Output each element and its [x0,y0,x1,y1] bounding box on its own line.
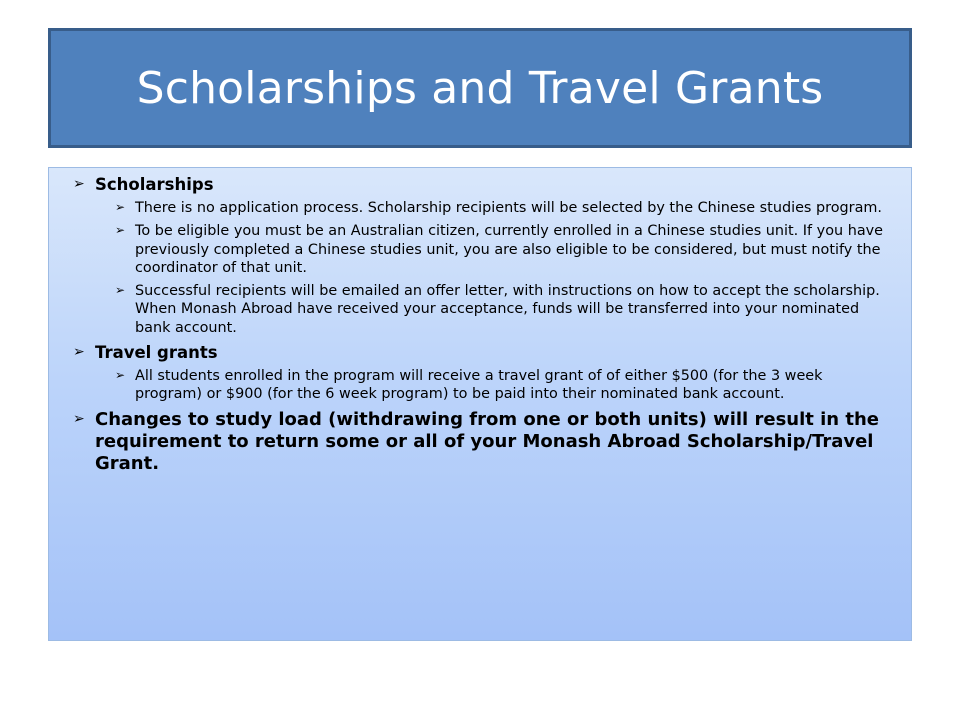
sub-bullet-text: To be eligible you must be an Australian citizen, currently enrolled in a Chinese studies unit. If you have previously completed a Chinese studies unit, you are also eligible to be considered, but must notify the coordinator of that unit. [135,223,884,276]
bullet-item-travel-grants [73,342,891,404]
arrow-bullet-icon: ➢ [73,176,85,192]
arrow-bullet-icon: ➢ [115,283,126,298]
bullet-item-scholarships [73,174,891,337]
bullet-list [73,174,891,475]
sub-bullet-item [115,199,891,217]
arrow-bullet-icon: ➢ [73,410,85,427]
bullet-heading: Travel grants [95,343,218,363]
arrow-bullet-icon: ➢ [115,200,126,214]
sub-bullet-text: All students enrolled in the program will receive a travel grant of of either $500 (for the 3 week program) or $900 (for the 6 week program) to be paid into their nominated bank account. [135,368,823,403]
sub-bullet-item [115,222,891,277]
sub-bullet-list [95,199,891,337]
sub-bullet-item [115,367,891,404]
sub-bullet-item [115,282,891,337]
arrow-bullet-icon: ➢ [73,344,85,361]
bullet-heading: Changes to study load (withdrawing from one or both units) will result in the requirement to return some or all of your Monash Abroad Scholarship/Travel Grant. [95,408,880,474]
sub-bullet-list [95,367,891,404]
sub-bullet-text: Successful recipients will be emailed an offer letter, with instructions on how to accept the scholarship. When Monash Abroad have received your acceptance, funds will be transferred into your nominated bank account. [135,283,880,336]
slide-title: Scholarships and Travel Grants [136,62,824,114]
bullet-heading: Scholarships [95,175,214,194]
arrow-bullet-icon: ➢ [115,223,126,238]
slide-title-box [48,28,912,148]
content-box [48,167,912,641]
arrow-bullet-icon: ➢ [115,368,126,383]
bullet-item-study-load-changes [73,409,891,475]
sub-bullet-text: There is no application process. Scholarship recipients will be selected by the Chinese studies program. [135,200,883,216]
